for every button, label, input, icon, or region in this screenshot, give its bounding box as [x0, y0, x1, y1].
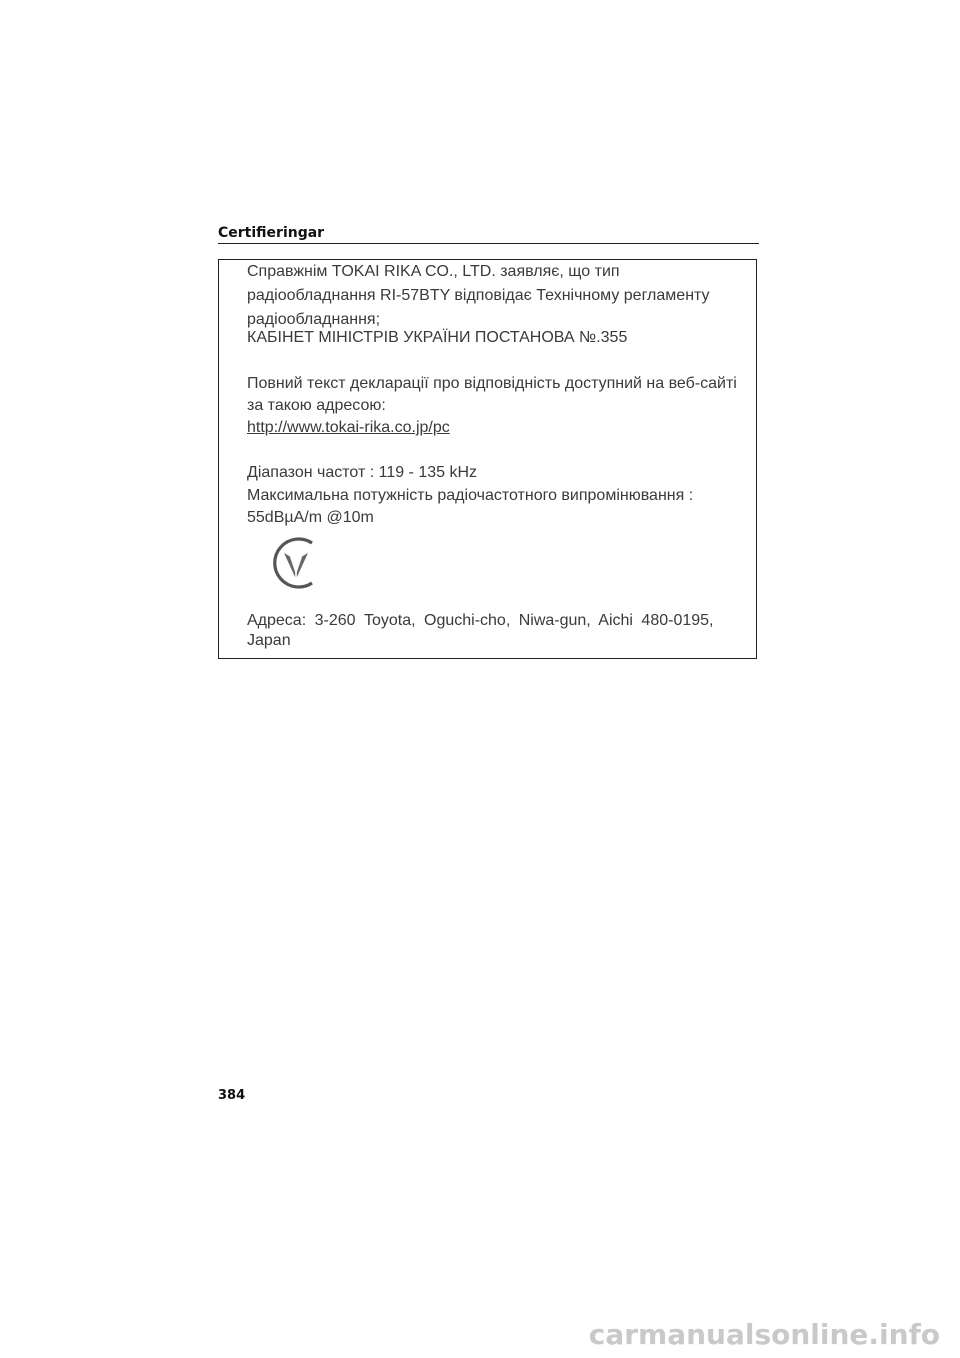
- fulltext-line-2: за такою адресою:: [247, 397, 386, 414]
- page-number: 384: [218, 1088, 246, 1103]
- address-line-2: Japan: [247, 632, 291, 649]
- title-divider: [218, 243, 759, 244]
- ukrainian-conformity-mark-icon: [268, 535, 324, 591]
- declaration-line-2: радіообладнання RI-57BTY відповідає Технічному регламенту: [247, 287, 710, 304]
- resolution-line: КАБІНЕТ МІНІСТРІВ УКРАЇНИ ПОСТАНОВА №.355: [247, 329, 628, 346]
- declaration-url-link[interactable]: http://www.tokai-rika.co.jp/pc: [247, 419, 450, 436]
- declaration-line-3: радіообладнання;: [247, 311, 381, 328]
- declaration-line-1: Справжнім TOKAI RIKA CO., LTD. заявляє, що тип: [247, 263, 620, 280]
- section-title: Certifieringar: [218, 225, 325, 241]
- max-power-line-2: 55dBµA/m @10m: [247, 509, 374, 526]
- address-line-1: Адреса: 3-260 Toyota, Oguchi-cho, Niwa-gun, Aichi 480-0195,: [247, 612, 714, 629]
- watermark-text: carmanualsonline.info: [588, 1318, 940, 1351]
- max-power-line-1: Максимальна потужність радіочастотного випромінювання :: [247, 487, 694, 504]
- frequency-range: Діапазон частот : 119 - 135 kHz: [247, 464, 478, 481]
- fulltext-line-1: Повний текст декларації про відповідність доступний на веб-сайті: [247, 375, 737, 392]
